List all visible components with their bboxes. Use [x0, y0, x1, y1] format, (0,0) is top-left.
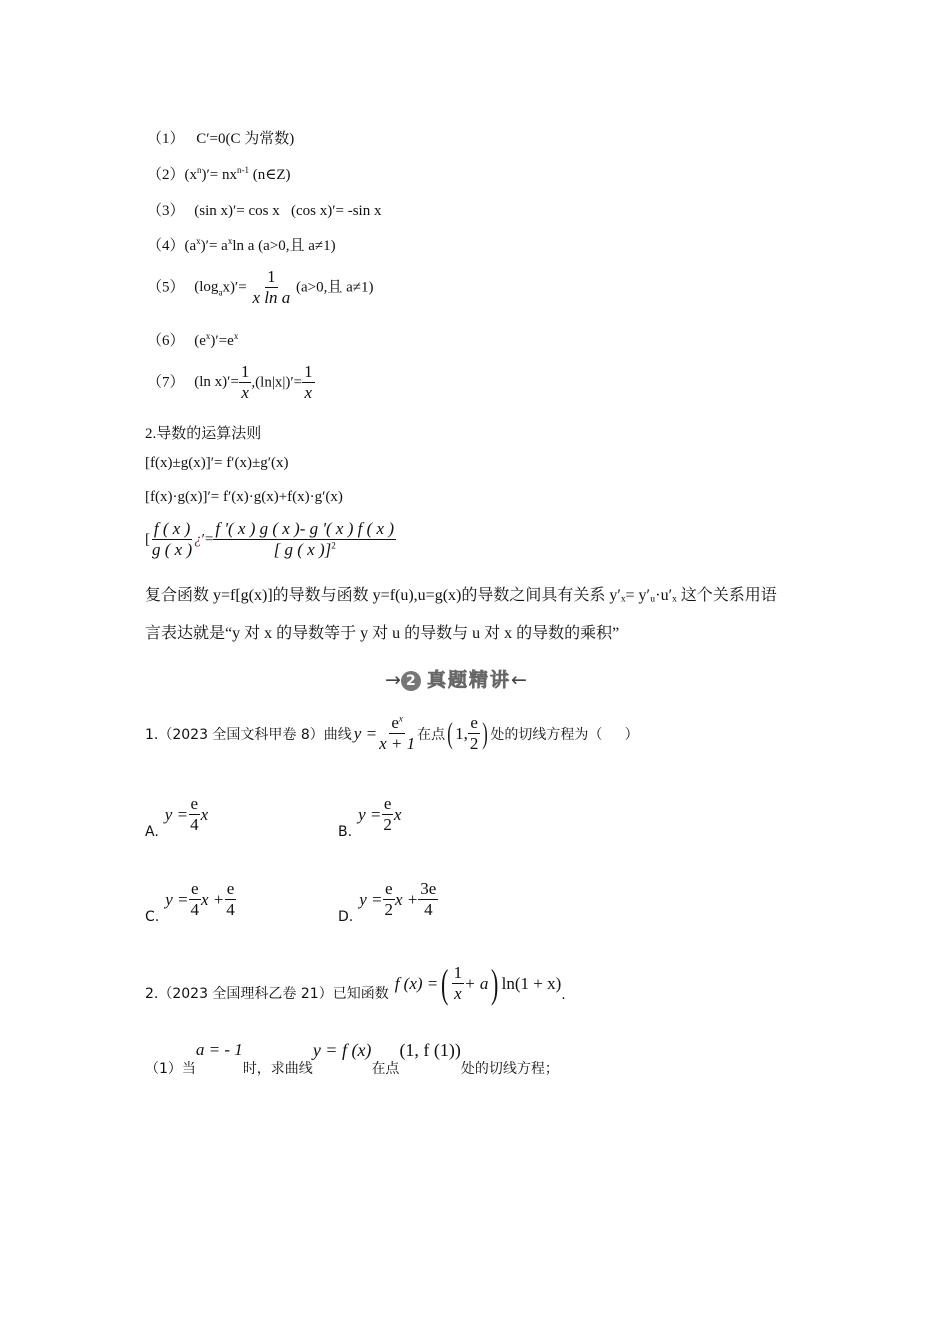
rule-sum: [f(x)±g(x)]′= f′(x)±g′(x) — [145, 455, 289, 471]
fraction — [213, 520, 396, 560]
formula-3 — [147, 199, 381, 220]
fraction-numerator: f '( x ) g ( x )- g '( x ) f ( x ) — [215, 519, 394, 538]
math-y: y = — [165, 890, 189, 909]
fraction-numerator: 1 — [453, 962, 463, 982]
formula-7 — [147, 363, 315, 403]
fraction — [188, 795, 201, 835]
right-arrow-icon: ← — [510, 669, 527, 691]
formula-5 — [147, 268, 373, 308]
fraction-numerator: e — [383, 793, 392, 813]
question-2-part-1 — [145, 1040, 559, 1084]
fraction-numerator: e — [470, 712, 478, 732]
part-at: 在点 — [371, 1061, 400, 1077]
formula-part: (n∈Z) — [249, 167, 291, 183]
fraction-numerator: e — [190, 793, 199, 813]
formula-2 — [147, 163, 291, 184]
math-point: (1, f (1)) — [399, 1040, 461, 1060]
right-paren: ) — [491, 961, 499, 1006]
fraction-denominator: x + 1 — [379, 733, 416, 753]
formula-1 — [147, 127, 294, 148]
part-mid: 时，求曲线 — [242, 1061, 313, 1077]
fraction-denominator: 4 — [226, 899, 235, 919]
fraction-denominator: 4 — [190, 899, 200, 919]
option-label: D. — [338, 909, 354, 925]
point-coordinate: 1, — [455, 724, 468, 743]
option-label: B. — [338, 824, 353, 840]
formula-number: （1） — [147, 131, 185, 147]
formula-sup: x — [233, 331, 239, 341]
section-heading — [385, 665, 527, 692]
part-tail: 处的切线方程； — [460, 1061, 559, 1077]
formula-number: （6） — [147, 333, 185, 349]
circle-number-badge: 2 — [401, 671, 421, 691]
formula-part: (a>0,且 a≠1) — [292, 279, 374, 296]
rule-product: [f(x)·g(x)]′= f′(x)·g(x)+f(x)·g′(x) — [145, 489, 343, 505]
left-paren: ( — [447, 717, 453, 750]
fraction — [383, 880, 396, 920]
composite-rule-line-1: 复合函数 y=f[g(x)]的导数与函数 y=f(u),u=g(x)的导数之间具有关系 y′ₓ= y′ᵤ·u′ₓ 这个关系用语 — [145, 587, 777, 604]
formula-part: (ln x)′= — [194, 374, 239, 391]
question-lead: 2.（2023 全国理科乙卷 21）已知函数 — [145, 986, 389, 1002]
formula-sub: a — [218, 287, 223, 298]
formula-part: )′= nx — [201, 167, 238, 183]
fraction-denominator: 4 — [190, 814, 199, 834]
fraction-numerator: e — [226, 878, 235, 898]
option-a[interactable] — [145, 790, 208, 840]
right-paren: ) — [482, 717, 489, 750]
rule-quotient — [145, 520, 396, 560]
math-y: y = — [358, 805, 382, 824]
rules-title: 2.导数的运算法则 — [145, 426, 262, 442]
formula-part: (e — [194, 333, 206, 349]
option-label: A. — [145, 824, 159, 840]
formula-part: (x — [184, 167, 198, 183]
formula-sup: n — [197, 165, 202, 175]
at-point-text: 在点 — [417, 727, 446, 743]
math-a: a = - 1 — [195, 1040, 243, 1059]
math-y: y = — [359, 890, 383, 909]
fraction — [302, 363, 315, 403]
fraction — [224, 880, 237, 920]
left-paren: ( — [441, 961, 449, 1006]
question-1 — [145, 706, 639, 762]
fraction — [381, 795, 394, 835]
composite-rule-line-2: 言表达就是“y 对 x 的导数等于 y 对 u 的导数与 u 对 x 的导数的乘积” — [145, 625, 620, 642]
fraction — [452, 964, 465, 1004]
fraction-denominator: x — [304, 382, 313, 402]
fraction — [468, 714, 481, 754]
math-fx: f (x) = — [394, 974, 439, 993]
formula-part: (a — [184, 238, 197, 254]
formula-number: （5） — [147, 279, 185, 296]
period: . — [561, 987, 566, 1003]
formula-part: x)′= — [222, 279, 247, 296]
option-c[interactable] — [145, 875, 237, 925]
fraction-numerator: 1 — [240, 362, 250, 381]
part-lead: （1）当 — [145, 1061, 196, 1077]
formula-number: （2） — [147, 167, 185, 183]
fraction-denominator: x — [241, 382, 249, 402]
fraction-numerator: 1 — [267, 267, 276, 286]
fraction-numerator: 3e — [420, 878, 437, 898]
fraction-denominator: 2 — [469, 733, 479, 753]
formula-sup: n-1 — [237, 165, 250, 175]
e-symbol: e — [391, 712, 399, 732]
fraction-denominator: x ln a — [252, 287, 291, 307]
section-title: 真题精讲 — [426, 669, 511, 691]
math-ln: ln(1 + x) — [501, 974, 562, 993]
left-arrow-icon: → — [385, 669, 401, 691]
fraction-denominator: 4 — [424, 899, 433, 919]
math-x-plus: x + — [395, 890, 419, 909]
formula-number: （3） — [147, 203, 185, 219]
fraction-numerator — [389, 714, 405, 734]
fraction — [239, 363, 252, 403]
fraction — [150, 520, 194, 560]
fraction-denominator: 2 — [383, 814, 392, 834]
formula-part: )′= a — [200, 238, 228, 254]
option-b[interactable] — [338, 790, 401, 840]
formula-sup: x — [227, 236, 233, 246]
option-label: C. — [145, 909, 160, 925]
fraction — [189, 880, 202, 920]
formula-part: )′=e — [210, 333, 234, 349]
formula-text: (sin x)′= cos x (cos x)′= -sin x — [194, 203, 382, 219]
formula-part: ′= — [201, 531, 214, 548]
fraction — [250, 268, 292, 308]
formula-4 — [147, 234, 336, 255]
math-x: x — [200, 805, 209, 824]
question-2 — [145, 955, 566, 1013]
math-x: x — [393, 805, 402, 824]
formula-part: ,(ln|x|)′= — [251, 374, 303, 391]
denominator-text: [ g ( x )] — [273, 539, 332, 559]
formula-text: C′=0(C 为常数) — [196, 131, 295, 147]
formula-part: ln a (a>0,且 a≠1) — [232, 238, 336, 254]
fraction — [377, 714, 417, 754]
fraction-denominator: 2 — [384, 899, 394, 919]
formula-sup: x — [398, 713, 403, 724]
formula-number: （7） — [147, 374, 185, 391]
formula-sup: x — [205, 331, 211, 341]
formula-sup: x — [196, 236, 201, 246]
question-tail: 处的切线方程为（ ） — [490, 727, 639, 743]
math-curve: y = f (x) — [312, 1040, 372, 1060]
bracket: [ — [145, 531, 150, 548]
formula-number: （4） — [147, 238, 185, 254]
formula-part: (log — [194, 279, 219, 296]
fraction-denominator — [272, 540, 338, 560]
fraction-denominator: g ( x ) — [152, 539, 193, 559]
fraction — [418, 880, 438, 920]
math-x-plus: x + — [201, 890, 225, 909]
formula-6 — [147, 329, 238, 350]
fraction-numerator: f ( x ) — [153, 519, 191, 538]
inverted-question-glyph: ¿ — [194, 531, 202, 548]
question-lead: 1.（2023 全国文科甲卷 8）曲线 — [145, 727, 352, 743]
math-y: y = — [353, 724, 378, 743]
fraction-numerator: e — [384, 878, 393, 898]
fraction-numerator: 1 — [304, 362, 313, 381]
fraction-denominator: x — [454, 983, 462, 1003]
math-plus-a: + a — [464, 974, 489, 993]
fraction-numerator: e — [190, 878, 199, 898]
option-d[interactable] — [338, 875, 438, 925]
math-y: y = — [164, 805, 189, 824]
formula-sup: 2 — [331, 540, 336, 551]
